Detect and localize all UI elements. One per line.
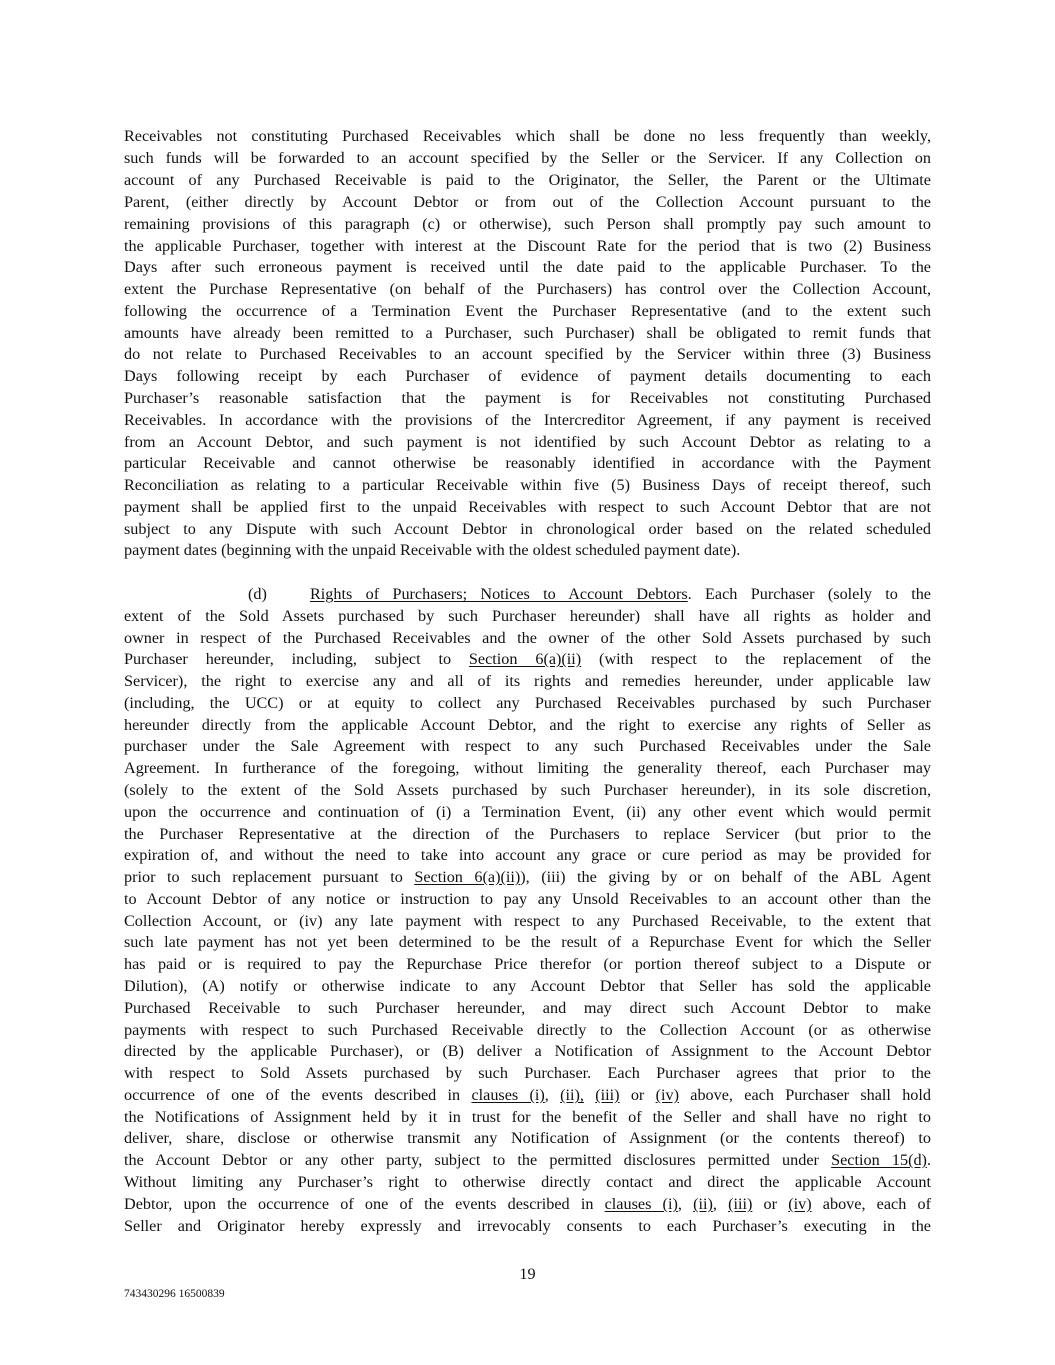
text-span: Debtor, upon the occurrence of one of the events described in (124, 1195, 605, 1213)
text-span: or (619, 1086, 656, 1104)
text-line (124, 1149, 931, 1171)
clause-reference-link[interactable]: (iv) (788, 1195, 812, 1213)
text-line: extent the Purchase Representative (on behalf of the Purchasers) has control over the Collection Account, (124, 280, 931, 298)
text-line: particular Receivable and cannot otherwise be reasonably identified in accordance with the Payment (124, 454, 931, 472)
text-line: Receivables not constituting Purchased Receivables which shall be done no less frequently than weekly, (124, 127, 931, 145)
clause-reference-link[interactable]: clauses (i) (471, 1086, 545, 1104)
text-span: , (544, 1086, 561, 1104)
text-line: Dilution), (A) notify or otherwise indicate to any Account Debtor that Seller has sold the applicable (124, 977, 931, 995)
text-line: expiration of, and without the need to take into account any grace or cure period as may be provided for (124, 846, 931, 864)
text-line: such funds will be forwarded to an account specified by the Seller or the Servicer. If any Collection on (124, 149, 931, 167)
text-line: Agreement. In furtherance of the foregoing, without limiting the generality thereof, each Purchaser may (124, 759, 931, 777)
text-line: following the occurrence of a Termination Event the Purchaser Representative (and to the extent such (124, 302, 931, 320)
paragraph-label: (d) (248, 585, 267, 603)
text-span (584, 1086, 595, 1104)
clause-reference-link[interactable]: (ii), (560, 1086, 584, 1104)
text-span: Purchaser hereunder, including, subject to (124, 650, 469, 668)
text-line: with respect to Sold Assets purchased by such Purchaser. Each Purchaser agrees that prior to the (124, 1064, 931, 1082)
text-line: Servicer), the right to exercise any and all of its rights and remedies hereunder, under applicable law (124, 672, 931, 690)
text-line: to Account Debtor of any notice or instruction to pay any Unsold Receivables to an account other than the (124, 890, 931, 908)
text-line: Purchased Receivable to such Purchaser hereunder, and may direct such Account Debtor to make (124, 999, 931, 1017)
page-number: 19 (519, 1265, 536, 1283)
text-line (124, 1193, 931, 1215)
section-reference-link[interactable]: Section 15(d) (831, 1151, 927, 1169)
text-line: extent of the Sold Assets purchased by such Purchaser hereunder) shall have all rights as holder and (124, 607, 931, 625)
text-line: Purchaser’s reasonable satisfaction that the payment is for Receivables not constituting Purchased (124, 389, 931, 407)
text-span: occurrence of one of the events described in (124, 1086, 472, 1104)
text-line: amounts have already been remitted to a Purchaser, such Purchaser) shall be obligated to remit funds that (124, 324, 931, 342)
text-span: or (752, 1195, 789, 1213)
text-line: (including, the UCC) or at equity to collect any Purchased Receivables purchased by such Purchaser (124, 694, 931, 712)
clause-reference-link[interactable]: (iii) (728, 1195, 753, 1213)
text-span: . Each Purchaser (solely to the (687, 585, 931, 603)
text-line: from an Account Debtor, and such payment is not identified by such Account Debtor as relating to a (124, 433, 931, 451)
section-heading: Rights of Purchasers; Notices to Account Debtors (310, 585, 688, 603)
text-line: Days following receipt by each Purchaser of evidence of payment details documenting to each (124, 367, 931, 385)
text-line: the Notifications of Assignment held by it in trust for the benefit of the Seller and shall have no right to (124, 1108, 931, 1126)
text-line: subject to any Dispute with such Account Debtor in chronological order based on the related scheduled (124, 520, 931, 538)
text-line: payment dates (beginning with the unpaid Receivable with the oldest scheduled payment date). (124, 541, 741, 559)
text-span: prior to such replacement pursuant to (124, 868, 415, 886)
text-line: do not relate to Purchased Receivables to an account specified by the Servicer within three (3) Business (124, 345, 931, 363)
text-line: Days after such erroneous payment is received until the date paid to the applicable Purchaser. To the (124, 258, 931, 276)
text-span: , (677, 1195, 694, 1213)
text-line: directed by the applicable Purchaser), or (B) deliver a Notification of Assignment to the Account Debtor (124, 1042, 931, 1060)
text-line: has paid or is required to pay the Repurchase Price therefor (or portion thereof subject to a Dispute or (124, 955, 931, 973)
text-span: . (926, 1151, 931, 1169)
text-line (124, 866, 931, 888)
text-span: ), (iii) the giving by or on behalf of the ABL Agent (520, 868, 932, 886)
text-line: Receivables. In accordance with the provisions of the Intercreditor Agreement, if any payment is received (124, 411, 931, 429)
text-line: (solely to the extent of the Sold Assets purchased by such Purchaser hereunder), in its sole discretion, (124, 781, 931, 799)
text-line: such late payment has not yet been determined to be the result of a Repurchase Event for which the Seller (124, 933, 931, 951)
text-line: the applicable Purchaser, together with interest at the Discount Rate for the period that is two (2) Business (124, 237, 931, 255)
clause-reference-link[interactable]: clauses (i) (604, 1195, 678, 1213)
text-line: purchaser under the Sale Agreement with respect to any such Purchased Receivables under the Sale (124, 737, 931, 755)
text-line: Reconciliation as relating to a particular Receivable within five (5) Business Days of receipt thereof, such (124, 476, 931, 494)
text-line: remaining provisions of this paragraph (c) or otherwise), such Person shall promptly pay such amount to (124, 215, 931, 233)
text-span: above, each of (811, 1195, 931, 1213)
text-line: payment shall be applied first to the unpaid Receivables with respect to such Account Debtor that are not (124, 498, 931, 516)
clause-reference-link[interactable]: (iii) (595, 1086, 620, 1104)
text-line: owner in respect of the Purchased Receivables and the owner of the other Sold Assets purchased by such (124, 629, 931, 647)
text-line: payments with respect to such Purchased Receivable directly to the Collection Account (or as otherwise (124, 1021, 931, 1039)
section-reference-link[interactable]: Section 6(a)(ii) (468, 650, 582, 668)
text-line: Without limiting any Purchaser’s right to otherwise directly contact and direct the applicable Account (124, 1173, 931, 1191)
section-reference-link[interactable]: Section 6(a)(ii) (414, 868, 521, 886)
text-span: (with respect to the replacement of the (581, 650, 931, 668)
text-span: the Account Debtor or any other party, subject to the permitted disclosures permitted under (124, 1151, 832, 1169)
clause-reference-link[interactable]: (iv) (655, 1086, 679, 1104)
text-line (310, 583, 931, 605)
text-line (124, 648, 931, 670)
clause-reference-link[interactable]: (ii) (693, 1195, 713, 1213)
text-line: hereunder directly from the applicable Account Debtor, and the right to exercise any rights of Seller as (124, 716, 931, 734)
text-line (124, 1084, 931, 1106)
text-line: deliver, share, disclose or otherwise transmit any Notification of Assignment (or the contents thereof) to (124, 1129, 931, 1147)
document-id: 743430296 16500839 (124, 1288, 225, 1300)
text-line: Seller and Originator hereby expressly and irrevocably consents to each Purchaser’s executing in the (124, 1217, 931, 1235)
text-line: account of any Purchased Receivable is paid to the Originator, the Seller, the Parent or the Ultimate (124, 171, 931, 189)
text-line: Parent, (either directly by Account Debtor or from out of the Collection Account pursuant to the (124, 193, 931, 211)
text-span: , (712, 1195, 729, 1213)
text-span: above, each Purchaser shall hold (678, 1086, 931, 1104)
text-line: Collection Account, or (iv) any late payment with respect to any Purchased Receivable, to the extent that (124, 912, 931, 930)
text-line: the Purchaser Representative at the direction of the Purchasers to replace Servicer (but prior to the (124, 825, 931, 843)
text-line: upon the occurrence and continuation of (i) a Termination Event, (ii) any other event which would permit (124, 803, 931, 821)
